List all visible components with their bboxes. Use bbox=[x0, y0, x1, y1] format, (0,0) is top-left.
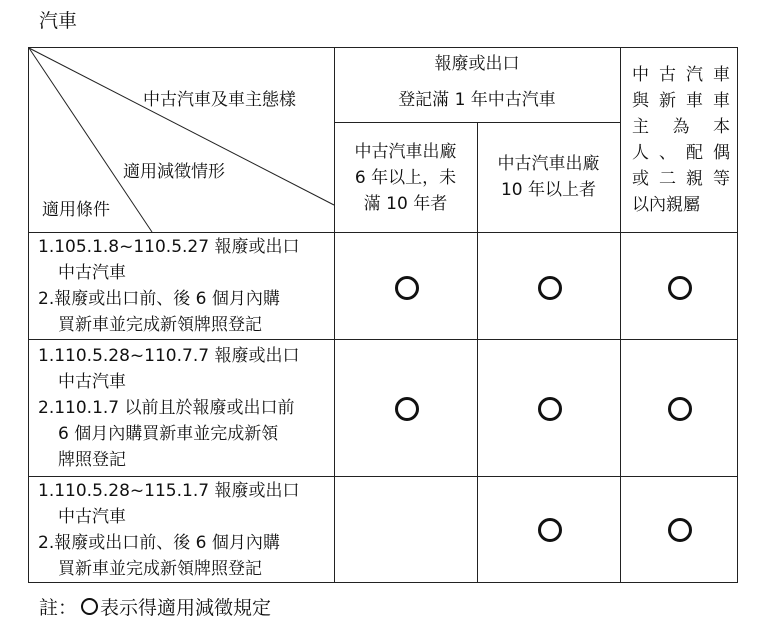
group-header-line-1: 報廢或出口 bbox=[434, 54, 520, 74]
row-1-col-1-circle-mark bbox=[395, 276, 419, 300]
row-2-col-1-circle-mark bbox=[395, 397, 419, 421]
header-row-label: 中古汽車及車主態樣 bbox=[143, 90, 296, 110]
sub-col1-line-3: 滿 10 年者 bbox=[363, 194, 448, 214]
row-3-col-2-circle-mark bbox=[538, 518, 562, 542]
row-2-col-2-circle-mark bbox=[538, 397, 562, 421]
row-2-col-3-circle-mark bbox=[668, 397, 692, 421]
header-mid-label: 適用減徵情形 bbox=[123, 162, 225, 182]
footnote bbox=[39, 593, 271, 620]
col3-header-line-3: 主 為 本 bbox=[632, 117, 730, 137]
row-1-conditions: 1.105.1.8~110.5.27 報廢或出口 中古汽車 2.報廢或出口前、後 6 個月內購 買新車並完成新領牌照登記 bbox=[38, 237, 300, 335]
circle-mark-icon bbox=[81, 598, 98, 615]
col3-header-line-1: 中 古 汽 車 bbox=[632, 65, 730, 85]
col3-header-line-5: 或 二 親 等 bbox=[632, 169, 730, 189]
section-title: 汽車 bbox=[39, 10, 78, 32]
footnote-prefix: 註： bbox=[39, 597, 78, 619]
sub-col1-line-1: 中古汽車出廠 bbox=[354, 142, 457, 162]
row-3-col-3-circle-mark bbox=[668, 518, 692, 542]
sub-col1-line-2: 6 年以上，未 bbox=[354, 168, 457, 188]
sub-col2-line-1: 中古汽車出廠 bbox=[497, 154, 600, 174]
header-col-label: 適用條件 bbox=[42, 200, 110, 220]
col3-header-line-6: 以內親屬 bbox=[632, 195, 700, 215]
row-2-conditions: 1.110.5.28~110.7.7 報廢或出口 中古汽車 2.110.1.7 以前且於報廢或出口前 6 個月內購買新車並完成新領 牌照登記 bbox=[38, 346, 300, 470]
row-1-col-3-circle-mark bbox=[668, 276, 692, 300]
sub-col2-line-2: 10 年以上者 bbox=[500, 180, 597, 200]
group-header-line-2: 登記滿 1 年中古汽車 bbox=[398, 90, 556, 110]
col3-header-line-4: 人 、 配 偶 bbox=[632, 143, 730, 163]
row-1-col-2-circle-mark bbox=[538, 276, 562, 300]
footnote-text: 表示得適用減徵規定 bbox=[100, 597, 272, 619]
col3-header-line-2: 與 新 車 車 bbox=[632, 91, 730, 111]
row-3-conditions: 1.110.5.28~115.1.7 報廢或出口 中古汽車 2.報廢或出口前、後 6 個月內購 買新車並完成新領牌照登記 bbox=[38, 481, 300, 579]
